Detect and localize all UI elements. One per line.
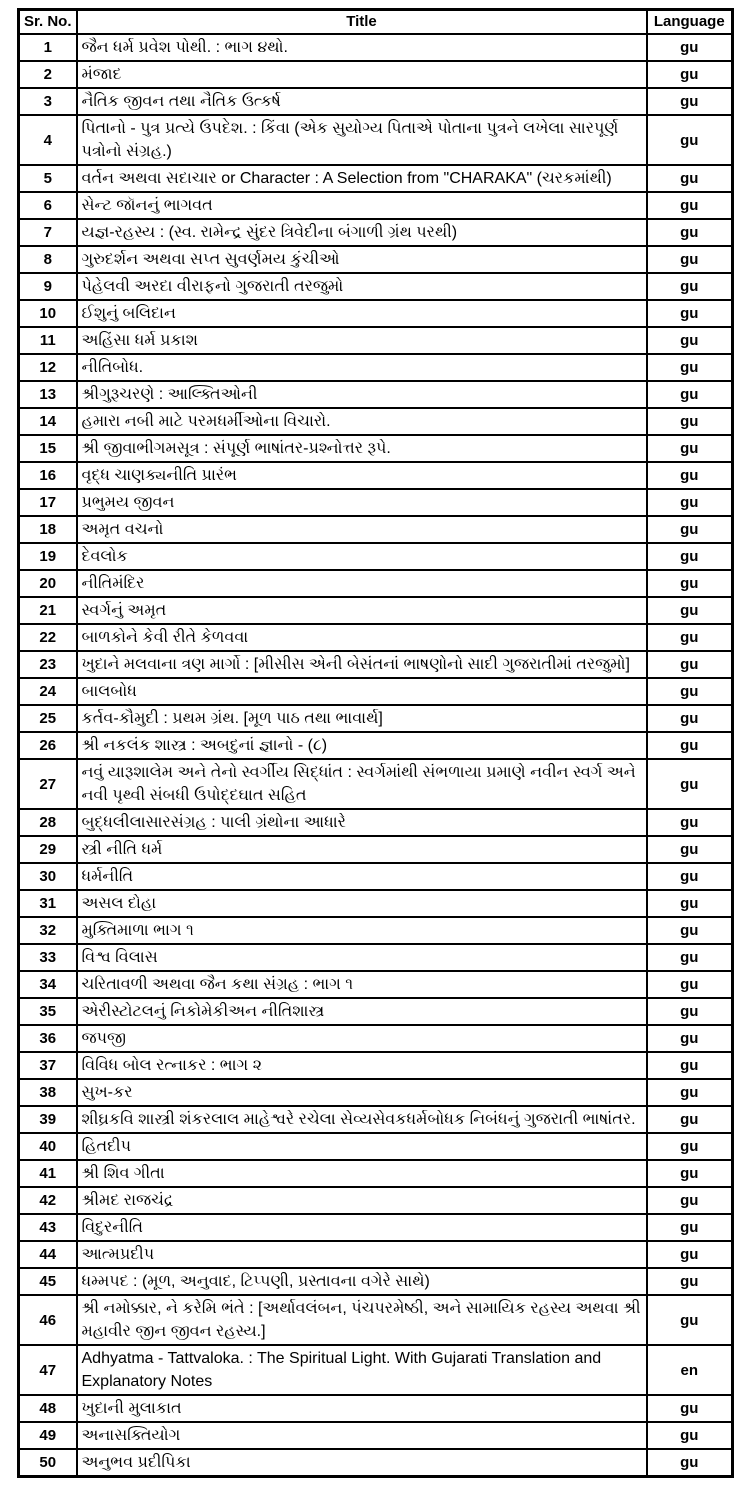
sr-no-cell: 5: [19, 165, 77, 192]
title-cell: શ્રી જીવાભીગમસૂત્ર : સંપૂર્ણ ભાષાંતર-પ્રશ્નોત્તર રૂપે.: [77, 435, 647, 462]
language-cell: gu: [647, 1449, 733, 1477]
title-cell: ધર્મનીતિ: [77, 863, 647, 890]
table-body: [19, 34, 733, 1477]
sr-no-cell: 18: [19, 516, 77, 543]
title-cell: નીતિમંદિર: [77, 570, 647, 597]
sr-no-cell: 43: [19, 1214, 77, 1241]
sr-no-cell: 41: [19, 1160, 77, 1187]
table-row: [19, 408, 733, 435]
sr-no-cell: 8: [19, 246, 77, 273]
sr-no-cell: 15: [19, 435, 77, 462]
language-cell: gu: [647, 1079, 733, 1106]
table-row: [19, 34, 733, 61]
table-header: [19, 10, 733, 35]
language-cell: gu: [647, 354, 733, 381]
language-cell: gu: [647, 34, 733, 61]
sr-no-cell: 14: [19, 408, 77, 435]
language-cell: gu: [647, 408, 733, 435]
col-header-sr-no: Sr. No.: [19, 10, 77, 35]
title-cell: મંજાદ: [77, 61, 647, 88]
language-cell: gu: [647, 863, 733, 890]
language-cell: gu: [647, 1052, 733, 1079]
language-cell: gu: [647, 115, 733, 165]
language-cell: gu: [647, 273, 733, 300]
title-cell: પિતાનો - પુત્ર પ્રત્યે ઉપદેશ. : કિંવા (એક સુયોગ્ય પિતાએ પોતાના પુત્રને લખેલા સારપૂર્ણ પત્રોનો સંગ્રહ.): [77, 115, 647, 165]
table-row: [19, 971, 733, 998]
language-cell: gu: [647, 462, 733, 489]
language-cell: gu: [647, 890, 733, 917]
table-row: [19, 1160, 733, 1187]
language-cell: gu: [647, 732, 733, 759]
language-cell: gu: [647, 300, 733, 327]
title-cell: બાલબોધ: [77, 678, 647, 705]
title-cell: વિશ્વ વિલાસ: [77, 944, 647, 971]
title-cell: Adhyatma - Tattvaloka. : The Spiritual Light. With Gujarati Translation and Explanatory Notes: [77, 1345, 647, 1395]
language-cell: gu: [647, 597, 733, 624]
table-row: [19, 543, 733, 570]
title-cell: અનુભવ પ્રદીપિકા: [77, 1449, 647, 1477]
title-cell: ઈશુનું બલિદાન: [77, 300, 647, 327]
table-row: [19, 1052, 733, 1079]
table-row: [19, 1345, 733, 1395]
sr-no-cell: 23: [19, 651, 77, 678]
sr-no-cell: 49: [19, 1422, 77, 1449]
title-cell: વિવિધ બોલ રત્નાકર : ભાગ ૨: [77, 1052, 647, 1079]
table-row: [19, 246, 733, 273]
language-cell: gu: [647, 1214, 733, 1241]
title-cell: શ્રી નમોક્કાર, ને કરેમિ ભંતે : [અર્થાવલંબન, પંચપરમેષ્ઠી, અને સામાયિક રહસ્ય અથવા શ્રી મહાવીર જીન જીવન રહસ્ય.]: [77, 1295, 647, 1345]
sr-no-cell: 27: [19, 759, 77, 809]
table-row: [19, 1422, 733, 1449]
table-row: [19, 327, 733, 354]
title-cell: દેવલોક: [77, 543, 647, 570]
language-cell: gu: [647, 1106, 733, 1133]
sr-no-cell: 33: [19, 944, 77, 971]
language-cell: gu: [647, 1241, 733, 1268]
table-row: [19, 863, 733, 890]
sr-no-cell: 12: [19, 354, 77, 381]
sr-no-cell: 44: [19, 1241, 77, 1268]
sr-no-cell: 6: [19, 192, 77, 219]
language-cell: gu: [647, 516, 733, 543]
title-cell: ચરિતાવળી અથવા જૈન કથા સંગ્રહ : ભાગ ૧: [77, 971, 647, 998]
table-row: [19, 1241, 733, 1268]
title-cell: અનાસક્તિયોગ: [77, 1422, 647, 1449]
sr-no-cell: 46: [19, 1295, 77, 1345]
sr-no-cell: 22: [19, 624, 77, 651]
sr-no-cell: 42: [19, 1187, 77, 1214]
sr-no-cell: 31: [19, 890, 77, 917]
language-cell: gu: [647, 1268, 733, 1295]
table-row: [19, 61, 733, 88]
language-cell: gu: [647, 1295, 733, 1345]
table-row: [19, 678, 733, 705]
sr-no-cell: 25: [19, 705, 77, 732]
table-row: [19, 732, 733, 759]
language-cell: gu: [647, 192, 733, 219]
language-cell: gu: [647, 998, 733, 1025]
header-row: [19, 10, 733, 35]
sr-no-cell: 29: [19, 836, 77, 863]
table-row: [19, 1133, 733, 1160]
title-cell: નૈતિક જીવન તથા નૈતિક ઉત્કર્ષ: [77, 88, 647, 115]
title-cell: સેન્ટ જૉનનું ભાગવત: [77, 192, 647, 219]
title-cell: શ્રીગુરૂચરણે : આલ્ક્તિઓની: [77, 381, 647, 408]
language-cell: gu: [647, 219, 733, 246]
table-row: [19, 651, 733, 678]
table-row: [19, 516, 733, 543]
col-header-language: Language: [647, 10, 733, 35]
table-row: [19, 1025, 733, 1052]
title-cell: હિતદીપ: [77, 1133, 647, 1160]
language-cell: gu: [647, 944, 733, 971]
sr-no-cell: 3: [19, 88, 77, 115]
sr-no-cell: 20: [19, 570, 77, 597]
title-cell: એરીસ્ટોટલનું નિકોમેકીઅન નીતિશાસ્ત્ર: [77, 998, 647, 1025]
sr-no-cell: 1: [19, 34, 77, 61]
language-cell: gu: [647, 917, 733, 944]
title-cell: સ્વર્ગનું અમૃત: [77, 597, 647, 624]
table-row: [19, 115, 733, 165]
sr-no-cell: 34: [19, 971, 77, 998]
language-cell: gu: [647, 809, 733, 836]
language-cell: gu: [647, 327, 733, 354]
language-cell: gu: [647, 381, 733, 408]
language-cell: gu: [647, 435, 733, 462]
sr-no-cell: 48: [19, 1395, 77, 1422]
table-row: [19, 1106, 733, 1133]
table-row: [19, 570, 733, 597]
sr-no-cell: 11: [19, 327, 77, 354]
title-cell: અમૃત વચનો: [77, 516, 647, 543]
sr-no-cell: 30: [19, 863, 77, 890]
sr-no-cell: 39: [19, 1106, 77, 1133]
title-cell: નીતિબોધ.: [77, 354, 647, 381]
title-cell: અસલ દોહા: [77, 890, 647, 917]
language-cell: gu: [647, 165, 733, 192]
language-cell: gu: [647, 1133, 733, 1160]
table-row: [19, 759, 733, 809]
sr-no-cell: 28: [19, 809, 77, 836]
table-row: [19, 219, 733, 246]
title-cell: જપજી: [77, 1025, 647, 1052]
sr-no-cell: 13: [19, 381, 77, 408]
language-cell: gu: [647, 1422, 733, 1449]
table-row: [19, 489, 733, 516]
title-cell: બુદ્ધલીલાસારસંગ્રહ : પાલી ગ્રંથોના આધારે: [77, 809, 647, 836]
language-cell: gu: [647, 1187, 733, 1214]
books-table: [17, 8, 734, 1478]
title-cell: મુક્તિમાળા ભાગ ૧: [77, 917, 647, 944]
title-cell: વિદુરનીતિ: [77, 1214, 647, 1241]
table-row: [19, 435, 733, 462]
title-cell: શ્રી નકલંક શાસ્ત્ર : અબદુનાં જ્ઞાનો - (૮): [77, 732, 647, 759]
title-cell: પ્રભુમય જીવન: [77, 489, 647, 516]
table-row: [19, 354, 733, 381]
language-cell: gu: [647, 836, 733, 863]
table-row: [19, 192, 733, 219]
sr-no-cell: 4: [19, 115, 77, 165]
title-cell: ગુરુદર્શન અથવા સપ્ત સુવર્ણમય કુંચીઓ: [77, 246, 647, 273]
title-cell: સ્ત્રી નીતિ ધર્મ: [77, 836, 647, 863]
language-cell: gu: [647, 1395, 733, 1422]
table-row: [19, 998, 733, 1025]
title-cell: ખુદાની મુલાકાત: [77, 1395, 647, 1422]
table-row: [19, 462, 733, 489]
title-cell: વર્તન અથવા સદાચાર or Character : A Selection from "CHARAKA" (ચરકમાંથી): [77, 165, 647, 192]
language-cell: gu: [647, 570, 733, 597]
table-row: [19, 705, 733, 732]
title-cell: હમારા નબી માટે પરમધર્મીઓના વિચારો.: [77, 408, 647, 435]
sr-no-cell: 2: [19, 61, 77, 88]
language-cell: en: [647, 1345, 733, 1395]
title-cell: શ્રી શિવ ગીતા: [77, 1160, 647, 1187]
table-row: [19, 300, 733, 327]
language-cell: gu: [647, 624, 733, 651]
sr-no-cell: 19: [19, 543, 77, 570]
sr-no-cell: 17: [19, 489, 77, 516]
sr-no-cell: 35: [19, 998, 77, 1025]
sr-no-cell: 38: [19, 1079, 77, 1106]
language-cell: gu: [647, 678, 733, 705]
title-cell: અહિંસા ધર્મ પ્રકાશ: [77, 327, 647, 354]
table-row: [19, 165, 733, 192]
table-row: [19, 809, 733, 836]
table-row: [19, 836, 733, 863]
sr-no-cell: 36: [19, 1025, 77, 1052]
title-cell: યજ્ઞ-રહસ્ય : (સ્વ. રામેન્દ્ર સુંદર ત્રિવેદીના બંગાળી ગ્રંથ પરથી): [77, 219, 647, 246]
language-cell: gu: [647, 543, 733, 570]
sr-no-cell: 10: [19, 300, 77, 327]
table-row: [19, 597, 733, 624]
table-row: [19, 890, 733, 917]
title-cell: જૈન ધર્મ પ્રવેશ પોથી. : ભાગ ૪થો.: [77, 34, 647, 61]
table-row: [19, 917, 733, 944]
table-row: [19, 1079, 733, 1106]
sr-no-cell: 50: [19, 1449, 77, 1477]
sr-no-cell: 26: [19, 732, 77, 759]
title-cell: બાળકોને કેવી રીતે કેળવવા: [77, 624, 647, 651]
title-cell: ખુદાને મલવાના ત્રણ માર્ગો : [મીસીસ એની બેસંતનાં ભાષણોનો સાદી ગુજરાતીમાં તરજુમો]: [77, 651, 647, 678]
sr-no-cell: 40: [19, 1133, 77, 1160]
table-row: [19, 1295, 733, 1345]
table-row: [19, 1214, 733, 1241]
language-cell: gu: [647, 489, 733, 516]
language-cell: gu: [647, 651, 733, 678]
sr-no-cell: 47: [19, 1345, 77, 1395]
title-cell: પેહેલવી અરદા વીરાફનો ગુજરાતી તરજુમો: [77, 273, 647, 300]
table-row: [19, 1268, 733, 1295]
table-row: [19, 1395, 733, 1422]
language-cell: gu: [647, 759, 733, 809]
table-row: [19, 1187, 733, 1214]
title-cell: કર્તવ-કૌમુદી : પ્રથમ ગ્રંથ. [મૂળ પાઠ તથા ભાવાર્થ]: [77, 705, 647, 732]
language-cell: gu: [647, 61, 733, 88]
title-cell: શ્રીમદ રાજચંદ્ર: [77, 1187, 647, 1214]
table-row: [19, 88, 733, 115]
language-cell: gu: [647, 971, 733, 998]
sr-no-cell: 21: [19, 597, 77, 624]
sr-no-cell: 37: [19, 1052, 77, 1079]
title-cell: નવું યારૂશાલેમ અને તેનો સ્વર્ગીય સિદ્ધાંત : સ્વર્ગમાંથી સંભળાયા પ્રમાણે નવીન સ્વર્ગ અને નવી પૃથ્વી સંબધી ઉપોદ્દઘાત સહિત: [77, 759, 647, 809]
table-row: [19, 273, 733, 300]
language-cell: gu: [647, 1160, 733, 1187]
table-row: [19, 381, 733, 408]
title-cell: આત્મપ્રદીપ: [77, 1241, 647, 1268]
title-cell: ધમ્મપદ : (મૂળ, અનુવાદ, ટિપ્પણી, પ્રસ્તાવના વગેરે સાથે): [77, 1268, 647, 1295]
sr-no-cell: 24: [19, 678, 77, 705]
language-cell: gu: [647, 88, 733, 115]
title-cell: સુખ-કર: [77, 1079, 647, 1106]
title-cell: વૃદ્ધ ચાણક્યનીતિ પ્રારંભ: [77, 462, 647, 489]
sr-no-cell: 16: [19, 462, 77, 489]
table-row: [19, 1449, 733, 1477]
sr-no-cell: 45: [19, 1268, 77, 1295]
sr-no-cell: 32: [19, 917, 77, 944]
table-row: [19, 944, 733, 971]
language-cell: gu: [647, 246, 733, 273]
sr-no-cell: 7: [19, 219, 77, 246]
language-cell: gu: [647, 705, 733, 732]
sr-no-cell: 9: [19, 273, 77, 300]
title-cell: શીઘ્રકવિ શાસ્ત્રી શંકરલાલ માહેશ્વરે રચેલા સેવ્યસેવકધર્મબોધક નિબંધનું ગુજરાતી ભાષાંતર.: [77, 1106, 647, 1133]
col-header-title: Title: [77, 10, 647, 35]
language-cell: gu: [647, 1025, 733, 1052]
table-row: [19, 624, 733, 651]
